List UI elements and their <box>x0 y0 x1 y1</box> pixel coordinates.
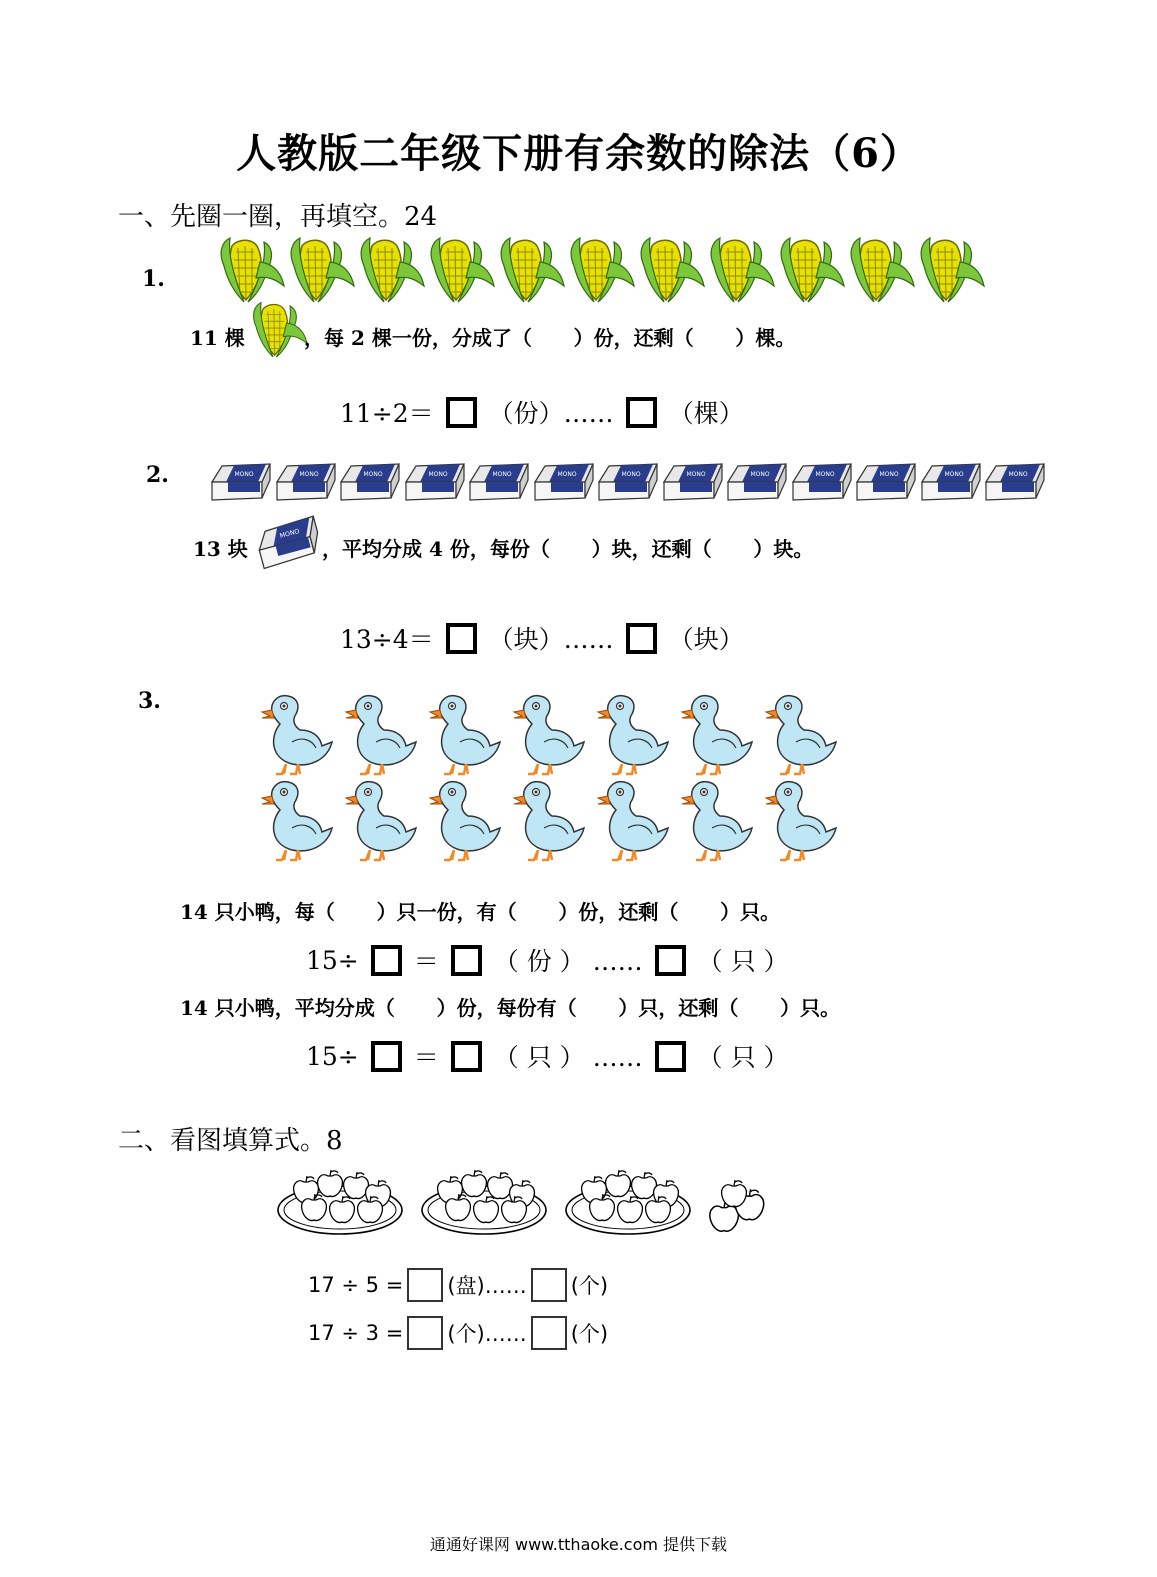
eraser-row <box>210 462 1049 506</box>
duck-icon <box>598 782 682 862</box>
corn-icon <box>500 238 568 304</box>
q1-eq-left: 11÷2＝ <box>340 399 434 428</box>
eraser-icon <box>791 462 855 506</box>
duck-icon <box>682 782 766 862</box>
eraser-icon <box>920 462 984 506</box>
q3-eq1-left: 15÷ <box>306 945 359 975</box>
s2-eq1-left: 17 ÷ 5 = <box>308 1273 404 1297</box>
corn-icon <box>290 238 358 304</box>
corn-icon <box>360 238 428 304</box>
apple-plate-icon <box>278 1168 418 1240</box>
corn-row <box>220 238 990 304</box>
corn-icon <box>710 238 778 304</box>
corn-icon <box>850 238 918 304</box>
q3-eq1-mid: ＝ <box>413 947 439 976</box>
q2-answer-box-remainder[interactable] <box>626 623 657 654</box>
section2-heading: 二、看图填算式。8 <box>118 1126 343 1156</box>
q1-text-count: 11 棵 <box>190 326 245 350</box>
eraser-icon <box>597 462 661 506</box>
question1-number: 1. <box>142 266 165 292</box>
duck-row <box>262 696 850 776</box>
corn-icon <box>640 238 708 304</box>
q2-eq-unit1: （块）…… <box>488 625 614 654</box>
s2-eq2-unit2: (个) <box>570 1322 609 1346</box>
q3-eq2-unit1: （ 只 ） …… <box>493 1043 643 1072</box>
s2-equation2 <box>308 1316 608 1350</box>
duck-icon <box>430 696 514 776</box>
apple-plate-icon <box>422 1168 562 1240</box>
duck-icon <box>262 696 346 776</box>
q3-equation1 <box>306 942 789 978</box>
s2-eq2-left: 17 ÷ 3 = <box>308 1321 404 1345</box>
q2-eq-left: 13÷4＝ <box>340 625 434 654</box>
q3-eq1-remainder-box[interactable] <box>655 945 686 976</box>
duck-icon <box>430 782 514 862</box>
q3-equation2 <box>306 1038 789 1074</box>
footer-text: 通通好课网 www.tthaoke.com 提供下载 <box>429 1535 728 1554</box>
s2-eq2-unit1: (个)…… <box>447 1322 527 1346</box>
q1-text-question: ，每 2 棵一份，分成了（ ）份，还剩（ ）棵。 <box>304 326 796 350</box>
eraser-icon <box>984 462 1048 506</box>
page-title: 人教版二年级下册有余数的除法（6） <box>236 130 921 177</box>
corn-icon <box>780 238 848 304</box>
q3-eq1-unit1: （ 份 ） …… <box>493 947 643 976</box>
duck-icon <box>766 696 850 776</box>
duck-icon <box>682 696 766 776</box>
duck-icon <box>598 696 682 776</box>
q2-equation <box>340 620 744 656</box>
q3-eq1-divisor-box[interactable] <box>371 945 402 976</box>
duck-icon <box>346 782 430 862</box>
duck-grid <box>262 696 850 868</box>
s2-eq1-box1[interactable] <box>407 1268 443 1302</box>
question2-number: 2. <box>146 462 169 488</box>
eraser-icon <box>210 462 274 506</box>
q1-answer-box-quotient[interactable] <box>446 397 477 428</box>
q3-text-line1: 14 只小鸭，每（ ）只一份，有（ ）份，还剩（ ）只。 <box>180 900 781 924</box>
s2-eq1-unit2: (个) <box>570 1274 609 1298</box>
s2-eq2-box1[interactable] <box>407 1316 443 1350</box>
eraser-icon <box>275 462 339 506</box>
q3-eq2-remainder-box[interactable] <box>655 1041 686 1072</box>
eraser-icon <box>855 462 919 506</box>
duck-icon <box>346 696 430 776</box>
eraser-icon <box>662 462 726 506</box>
q3-eq2-quotient-box[interactable] <box>451 1041 482 1072</box>
duck-row <box>262 782 850 862</box>
corn-icon <box>256 306 306 370</box>
eraser-icon <box>256 522 320 578</box>
q2-answer-box-quotient[interactable] <box>446 623 477 654</box>
q3-eq2-divisor-box[interactable] <box>371 1041 402 1072</box>
question3-number: 3. <box>138 688 161 714</box>
q3-eq2-mid: ＝ <box>413 1043 439 1072</box>
apple-plates <box>278 1168 710 1240</box>
q3-eq1-quotient-box[interactable] <box>451 945 482 976</box>
q1-equation <box>340 394 744 430</box>
q3-eq2-unit2: （ 只 ） <box>697 1043 789 1072</box>
corn-icon <box>430 238 498 304</box>
duck-icon <box>514 782 598 862</box>
q3-eq1-unit2: （ 只 ） <box>697 947 789 976</box>
q3-text-line2: 14 只小鸭，平均分成（ ）份，每份有（ ）只，还剩（ ）只。 <box>180 996 841 1020</box>
corn-icon <box>570 238 638 304</box>
eraser-icon <box>533 462 597 506</box>
s2-eq2-box2[interactable] <box>531 1316 567 1350</box>
s2-eq1-unit1: (盘)…… <box>447 1274 527 1298</box>
duck-icon <box>514 696 598 776</box>
q2-text-count: 13 块 <box>193 537 248 561</box>
eraser-icon <box>726 462 790 506</box>
duck-icon <box>262 782 346 862</box>
section1-heading: 一、先圈一圈，再填空。24 <box>118 202 438 232</box>
apple-plate-icon <box>566 1168 706 1240</box>
q1-answer-box-remainder[interactable] <box>626 397 657 428</box>
q3-eq2-left: 15÷ <box>306 1041 359 1071</box>
q1-eq-unit2: （棵） <box>668 399 744 428</box>
s2-eq1-box2[interactable] <box>531 1268 567 1302</box>
eraser-icon <box>404 462 468 506</box>
loose-apples-icon <box>708 1180 778 1236</box>
q1-eq-unit1: （份）…… <box>488 399 614 428</box>
q2-text-question: ，平均分成 4 份，每份（ ）块，还剩（ ）块。 <box>322 537 814 561</box>
duck-icon <box>766 782 850 862</box>
corn-icon <box>920 238 988 304</box>
corn-icon <box>220 238 288 304</box>
eraser-icon <box>339 462 403 506</box>
s2-equation1 <box>308 1268 608 1302</box>
q2-eq-unit2: （块） <box>668 625 744 654</box>
eraser-icon <box>468 462 532 506</box>
